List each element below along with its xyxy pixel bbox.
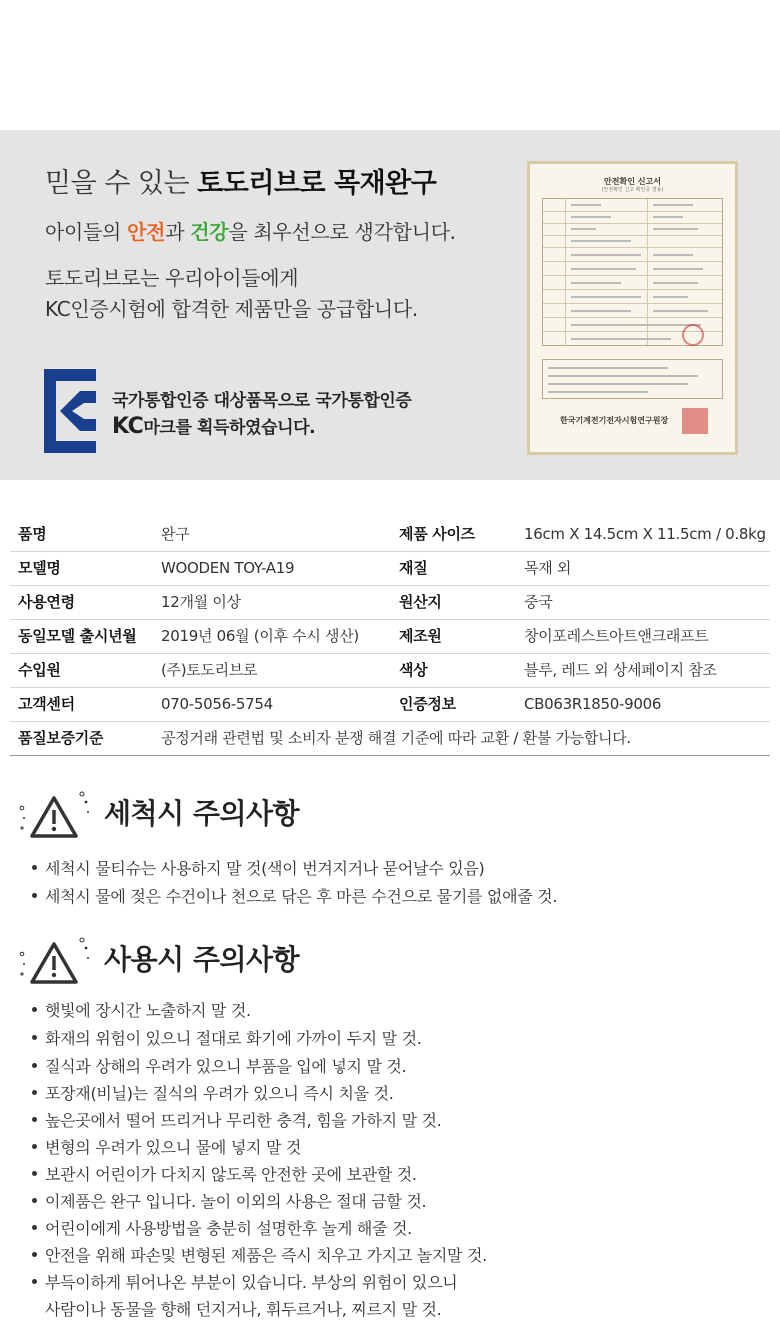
subline-health: 건강 — [190, 220, 229, 244]
certificate-seal — [682, 324, 704, 346]
spec-row — [10, 585, 770, 620]
spec-value: 창이포레스트아트앤크래프트 — [524, 627, 709, 645]
spec-value: 070-5056-5754 — [161, 695, 273, 713]
certificate-stamp — [682, 408, 708, 434]
headline-brand: 토도리브로 목재완구 — [197, 168, 437, 199]
spec-key: 제품 사이즈 — [399, 525, 475, 543]
list-item — [32, 998, 251, 1021]
kc-big: KC — [112, 414, 144, 439]
bullet-icon — [32, 1252, 37, 1257]
headline-prefix: 믿을 수 있는 — [45, 168, 198, 199]
kc-description — [112, 388, 411, 441]
bullet-icon — [32, 1090, 37, 1095]
list-item — [32, 1026, 422, 1049]
list-item-text: 햇빛에 장시간 노출하지 말 것. — [45, 1001, 251, 1020]
spec-key: 인증정보 — [399, 695, 456, 713]
bullet-icon — [32, 865, 37, 870]
warning-icon — [18, 934, 98, 994]
list-item-text: 포장재(비닐)는 질식의 우려가 있으니 즉시 치울 것. — [45, 1084, 394, 1103]
bullet-icon — [32, 1035, 37, 1040]
list-item-text: 질식과 상해의 우려가 있으니 부품을 입에 넣지 말 것. — [45, 1057, 407, 1076]
kc-banner — [0, 130, 780, 480]
banner-subline — [45, 216, 456, 245]
spec-key: 색상 — [399, 661, 428, 679]
list-item-text: 세척시 물티슈는 사용하지 말 것(색이 번겨지거나 묻어날수 있음) — [45, 859, 485, 878]
spec-key: 고객센터 — [18, 695, 75, 713]
list-item — [32, 884, 557, 907]
spec-value: 블루, 레드 외 상세페이지 참조 — [524, 661, 717, 679]
bullet-icon — [32, 1225, 37, 1230]
list-item — [32, 1081, 394, 1104]
spec-row — [10, 687, 770, 722]
bullet-icon — [32, 1007, 37, 1012]
bullet-icon — [32, 1063, 37, 1068]
list-item — [32, 1216, 412, 1239]
list-item-text: 안전을 위해 파손및 변형된 제품은 즉시 치우고 가지고 놀지말 것. — [45, 1246, 487, 1265]
spec-value: 중국 — [524, 593, 553, 611]
safety-certificate-image — [527, 161, 738, 455]
kc-line: 마크를 획득하였습니다. — [143, 418, 316, 438]
cleaning-caution-title: 세척시 주의사항 — [104, 797, 300, 830]
list-item-continuation — [32, 1297, 441, 1320]
spec-key: 품명 — [18, 525, 47, 543]
certificate-subtitle: (안전확인 신고 확인증 겸용) — [601, 187, 664, 193]
spec-key: 품질보증기준 — [18, 729, 104, 747]
bullet-icon — [32, 1198, 37, 1203]
subline-part: 을 최우선으로 생각합니다. — [228, 220, 456, 244]
spec-value: (주)토도리브로 — [161, 661, 258, 679]
banner-paragraph — [45, 263, 418, 325]
list-item — [32, 1108, 441, 1131]
certificate-issuer: 한국기계전기전자시험연구원장 — [560, 416, 669, 425]
spec-key: 원산지 — [399, 593, 442, 611]
spec-key: 재질 — [399, 559, 428, 577]
list-item-text: 높은곳에서 떨어 뜨리거나 무리한 충격, 힘을 가하지 말 것. — [45, 1111, 442, 1130]
spec-key: 사용연령 — [18, 593, 75, 611]
spec-key: 수입원 — [18, 661, 61, 679]
certificate-title: 안전확인 신고서 — [604, 177, 661, 186]
bullet-icon — [32, 1171, 37, 1176]
spec-value: WOODEN TOY-A19 — [161, 559, 295, 577]
spec-value: 16cm X 14.5cm X 11.5cm / 0.8kg — [524, 525, 766, 543]
list-item — [32, 1135, 301, 1158]
spec-key: 제조원 — [399, 627, 442, 645]
spec-row — [10, 619, 770, 654]
list-item-text: 부득이하게 튀어나온 부분이 있습니다. 부상의 위험이 있으니 — [45, 1273, 458, 1292]
subline-part: 아이들의 — [45, 220, 128, 244]
spec-row — [10, 551, 770, 586]
spec-value: 완구 — [161, 525, 190, 543]
spec-row — [10, 721, 770, 756]
certificate-notice-box — [542, 359, 723, 399]
kc-mark-icon — [44, 369, 96, 453]
list-item-text: 세척시 물에 젖은 수건이나 천으로 닦은 후 마른 수건으로 물기를 없애줄 것. — [45, 887, 558, 906]
bullet-icon — [32, 1117, 37, 1122]
spec-key: 동일모델 출시년월 — [18, 627, 137, 645]
spec-row — [10, 517, 770, 552]
spec-row — [10, 653, 770, 688]
list-item — [32, 1243, 487, 1266]
bullet-icon — [32, 893, 37, 898]
list-item — [32, 856, 484, 879]
paragraph-line: KC인증시험에 합격한 제품만을 공급합니다. — [45, 297, 418, 321]
list-item — [32, 1162, 417, 1185]
bullet-icon — [32, 1279, 37, 1284]
banner-headline — [45, 161, 436, 200]
spec-value: 12개월 이상 — [161, 593, 241, 611]
list-item-text: 보관시 어린이가 다치지 않도록 안전한 곳에 보관할 것. — [45, 1165, 417, 1184]
list-item-text: 화재의 위험이 있으니 절대로 화기에 가까이 두지 말 것. — [45, 1029, 422, 1048]
warning-icon — [18, 788, 98, 848]
list-item-text: 어린이에게 사용방법을 충분히 설명한후 놀게 해줄 것. — [45, 1219, 412, 1238]
subline-safety: 안전 — [127, 220, 166, 244]
list-item — [32, 1054, 406, 1077]
list-item — [32, 1189, 426, 1212]
spec-value: CB063R1850-9006 — [524, 695, 662, 713]
spec-value: 공정거래 관련법 및 소비자 분쟁 해결 기준에 따라 교환 / 환불 가능합니다. — [161, 729, 631, 747]
spec-key: 모델명 — [18, 559, 61, 577]
paragraph-line: 토도리브로는 우리아이들에게 — [45, 266, 299, 290]
bullet-icon — [32, 1144, 37, 1149]
spec-value: 2019년 06월 (이후 수시 생산) — [161, 627, 359, 645]
usage-caution-title: 사용시 주의사항 — [104, 943, 300, 976]
list-item-text: 사람이나 동물을 향해 던지거나, 휘두르거나, 찌르지 말 것. — [45, 1300, 442, 1319]
list-item-text: 이제품은 완구 입니다. 놀이 이외의 사용은 절대 금할 것. — [45, 1192, 427, 1211]
spec-value: 목재 외 — [524, 559, 572, 577]
list-item-text: 변형의 우려가 있으니 물에 넣지 말 것 — [45, 1138, 302, 1157]
subline-part: 과 — [165, 220, 191, 244]
list-item — [32, 1270, 457, 1293]
kc-line: 국가통합인증 대상품목으로 국가통합인증 — [112, 391, 412, 411]
